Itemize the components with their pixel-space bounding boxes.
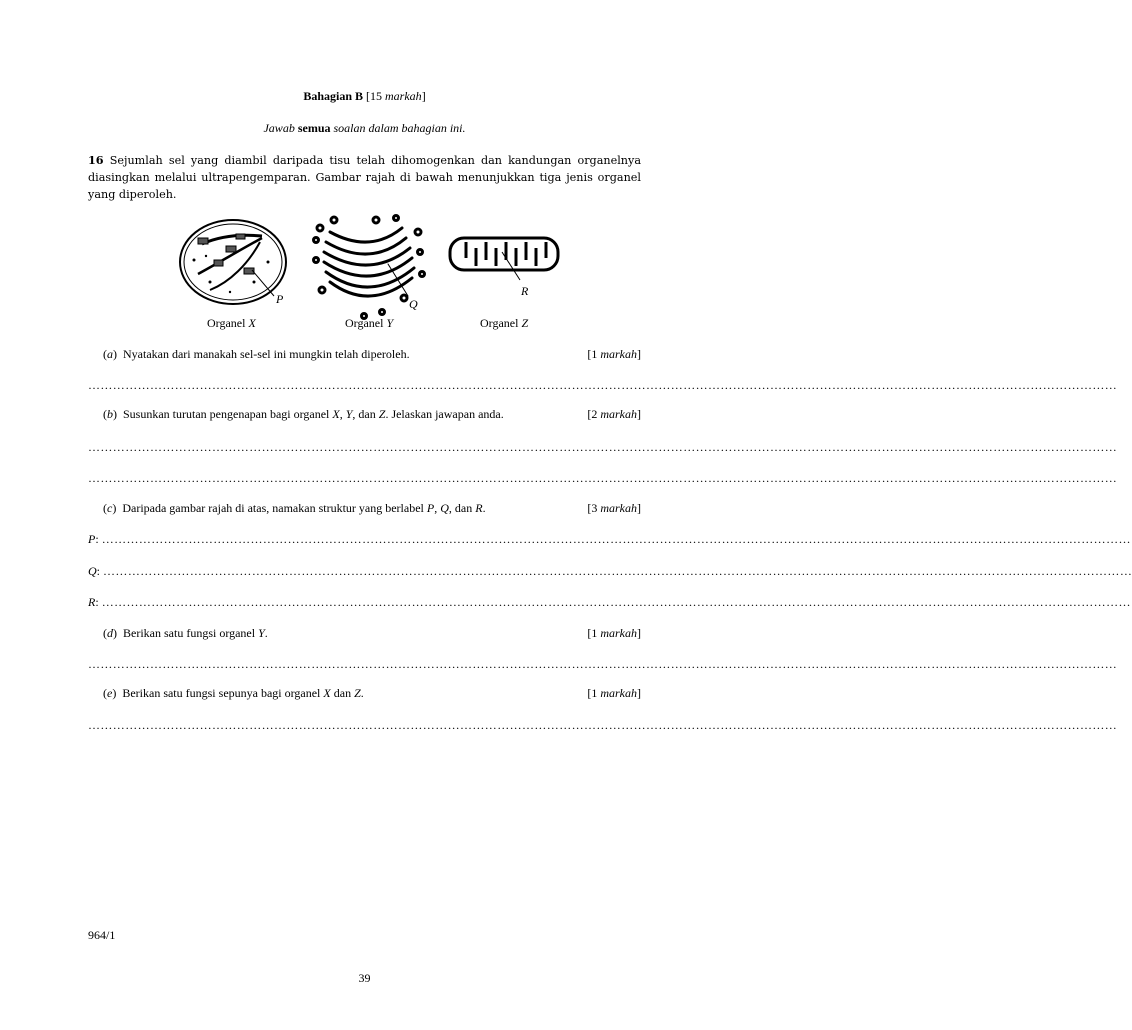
part-a-question: (a) Nyatakan dari manakah sel-sel ini mungkin telah diperoleh. [1 markah] — [103, 347, 641, 361]
organelle-y-drawing — [314, 216, 425, 319]
organelle-z-drawing — [450, 238, 558, 280]
answer-line-b2[interactable]: …………………………………………………………………………………………………………………………………………………………………………………………………………………………… — [88, 471, 1118, 485]
organelle-x-drawing — [180, 220, 286, 304]
caption-organel-z: Organel Z — [480, 316, 529, 330]
paper-code: 964/1 — [88, 928, 116, 942]
answer-line-b1[interactable]: …………………………………………………………………………………………………………………………………………………………………………………………………………………………… — [88, 440, 1118, 454]
figure-label-r: R — [521, 284, 529, 298]
figure-label-p: P — [276, 292, 284, 306]
answer-line-e[interactable]: …………………………………………………………………………………………………………………………………………………………………………………………………………………………… — [88, 718, 1118, 732]
organelle-figure — [170, 212, 570, 332]
answer-line-a[interactable]: …………………………………………………………………………………………………………………………………………………………………………………………………………………………… — [88, 378, 1118, 392]
section-instruction: Jawab semua soalan dalam bahagian ini. — [263, 121, 466, 135]
answer-line-r[interactable]: R: …………………………………………………………………………………………………………………………………………………………………………………………………………………………… — [88, 595, 1131, 609]
answer-line-q[interactable]: Q: …………………………………………………………………………………………………………………………………………………………………………………………………………………………… — [88, 564, 1132, 578]
caption-organel-x: Organel X — [207, 316, 256, 330]
part-c-marks: [3 markah] — [587, 501, 641, 515]
part-e-marks: [1 markah] — [587, 686, 641, 700]
page-number: 39 — [358, 971, 371, 985]
part-d-question: (d) Berikan satu fungsi organel Y. [1 markah] — [103, 626, 641, 640]
part-d-marks: [1 markah] — [587, 626, 641, 640]
part-b-question: (b) Susunkan turutan pengenapan bagi organel X, Y, dan Z. Jelaskan jawapan anda. [2 markah] — [103, 407, 641, 421]
section-title: Bahagian B [15 markah] — [303, 89, 426, 103]
part-a-marks: [1 markah] — [587, 347, 641, 361]
answer-line-p[interactable]: P: …………………………………………………………………………………………………………………………………………………………………………………………………………………………… — [88, 532, 1131, 546]
part-b-marks: [2 markah] — [587, 407, 641, 421]
part-e-question: (e) Berikan satu fungsi sepunya bagi organel X dan Z. [1 markah] — [103, 686, 641, 700]
part-c-question: (c) Daripada gambar rajah di atas, namakan struktur yang berlabel P, Q, dan R. [3 markah] — [103, 501, 641, 515]
caption-organel-y: Organel Y — [345, 316, 394, 330]
answer-line-d[interactable]: …………………………………………………………………………………………………………………………………………………………………………………………………………………………… — [88, 657, 1118, 671]
figure-label-q: Q — [409, 297, 418, 311]
question-stem: 16 Sejumlah sel yang diambil daripada tisu telah dihomogenkan dan kandungan organelnya diasingkan melalui ultrapengemparan. Gambar rajah di bawah menunjukkan tiga jenis organel yang diperoleh. — [88, 153, 641, 201]
